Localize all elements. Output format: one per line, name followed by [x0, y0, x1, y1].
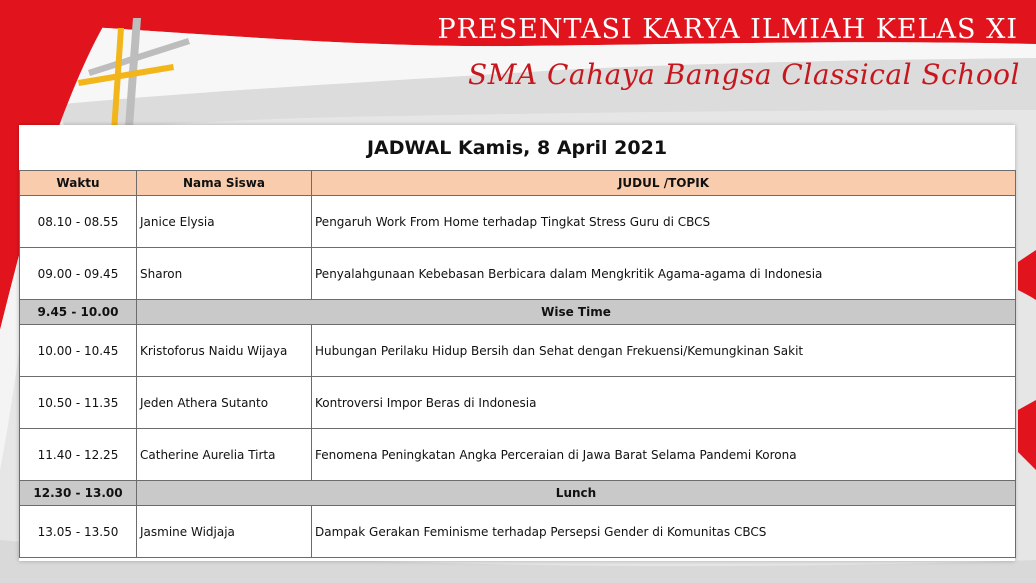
header-title: PRESENTASI KARYA ILMIAH KELAS XI [437, 14, 1018, 45]
time-cell: 10.00 - 10.45 [20, 325, 137, 377]
time-cell: 10.50 - 11.35 [20, 377, 137, 429]
topic-cell: Kontroversi Impor Beras di Indonesia [312, 377, 1016, 429]
topic-cell: Dampak Gerakan Feminisme terhadap Persepsi Gender di Komunitas CBCS [312, 506, 1016, 558]
schedule-title: JADWAL Kamis, 8 April 2021 [366, 137, 668, 159]
schedule-panel [19, 125, 1015, 561]
topic-cell: Pengaruh Work From Home terhadap Tingkat Stress Guru di CBCS [312, 196, 1016, 248]
time-cell: 08.10 - 08.55 [20, 196, 137, 248]
topic-cell: Fenomena Peningkatan Angka Perceraian di Jawa Barat Selama Pandemi Korona [312, 429, 1016, 481]
student-name-cell: Jasmine Widjaja [137, 506, 312, 558]
student-name-cell: Janice Elysia [137, 196, 312, 248]
time-cell: 13.05 - 13.50 [20, 506, 137, 558]
student-name-cell: Jeden Athera Sutanto [137, 377, 312, 429]
student-name-cell: Sharon [137, 248, 312, 300]
time-cell: 11.40 - 12.25 [20, 429, 137, 481]
table-row [20, 506, 1016, 558]
topic-cell: Penyalahgunaan Kebebasan Berbicara dalam Mengkritik Agama-agama di Indonesia [312, 248, 1016, 300]
table-row [20, 196, 1016, 248]
student-name-cell: Kristoforus Naidu Wijaya [137, 325, 312, 377]
time-cell: 9.45 - 10.00 [20, 300, 137, 325]
break-row [20, 481, 1016, 506]
column-header-time: Waktu [20, 171, 137, 196]
break-row [20, 300, 1016, 325]
break-label: Wise Time [137, 300, 1016, 325]
table-row [20, 377, 1016, 429]
table-row [20, 325, 1016, 377]
break-label: Lunch [137, 481, 1016, 506]
table-header-row [20, 171, 1016, 196]
column-header-topic: JUDUL /TOPIK [312, 171, 1016, 196]
topic-cell: Hubungan Perilaku Hidup Bersih dan Sehat dengan Frekuensi/Kemungkinan Sakit [312, 325, 1016, 377]
table-row [20, 429, 1016, 481]
table-row [20, 248, 1016, 300]
student-name-cell: Catherine Aurelia Tirta [137, 429, 312, 481]
column-header-name: Nama Siswa [137, 171, 312, 196]
time-cell: 12.30 - 13.00 [20, 481, 137, 506]
time-cell: 09.00 - 09.45 [20, 248, 137, 300]
schedule-table [19, 170, 1016, 558]
school-name: SMA Cahaya Bangsa Classical School [468, 58, 1020, 91]
